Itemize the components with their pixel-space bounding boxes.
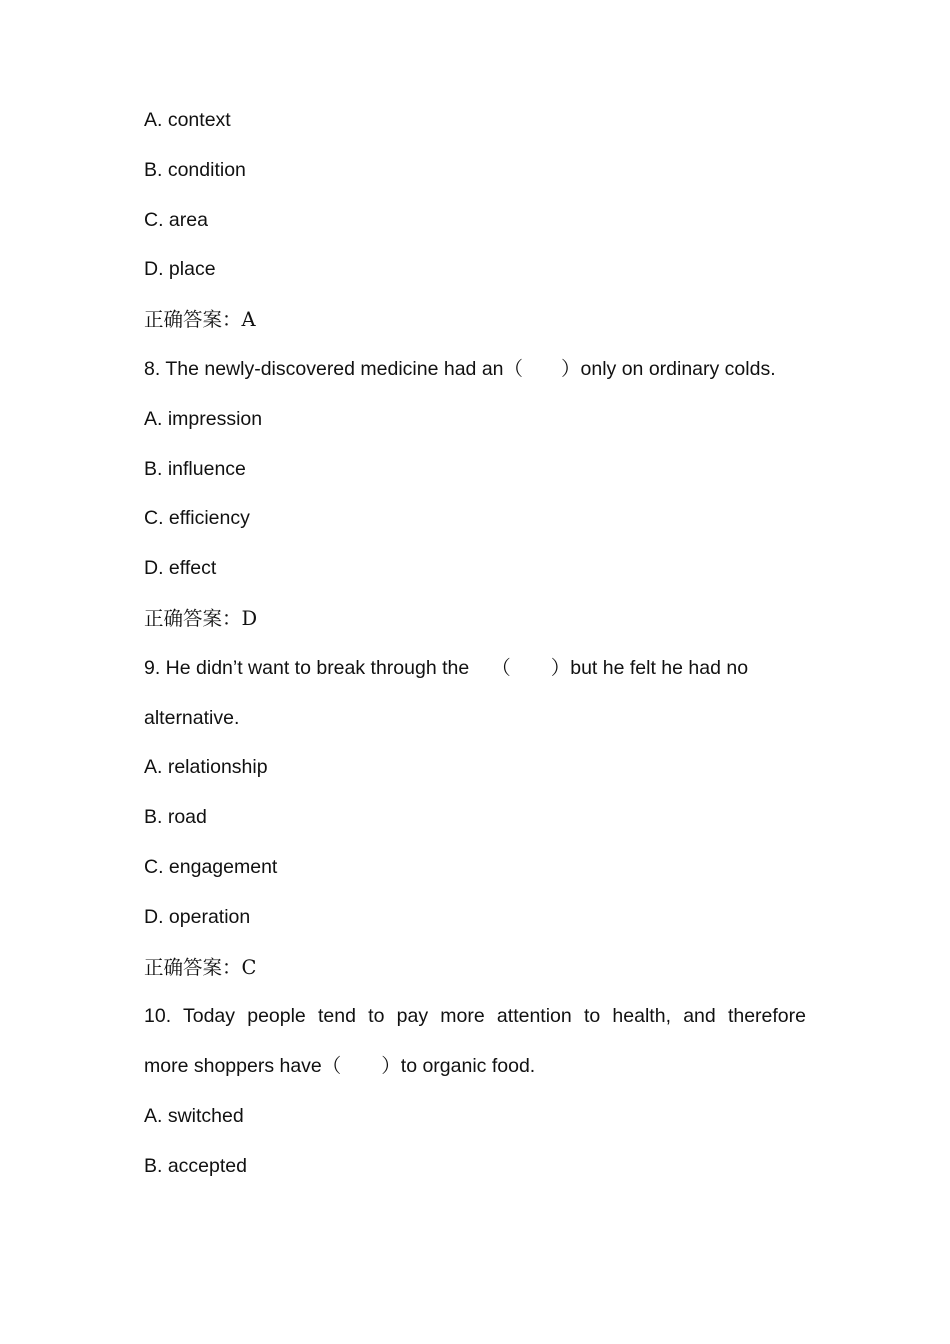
q7-option-d: D. place (144, 258, 216, 281)
q7-option-b: B. condition (144, 158, 246, 181)
q8-stem-after: ）only on ordinary colds. (561, 357, 776, 380)
q10-stem-before: more shoppers have（ (144, 1055, 342, 1078)
q8-stem (144, 345, 806, 395)
q8-correct-answer: 正确答案：D (144, 606, 258, 630)
q10-option-a: A. switched (144, 1104, 244, 1127)
q8-option-d: D. effect (144, 557, 217, 580)
q10-stem-after: ）to organic food. (381, 1055, 536, 1078)
q10-stem-line1: 10. Today people tend to pay more attention to health, and therefore (144, 1005, 806, 1028)
q9-stem-after: ）but he felt he had no (550, 656, 749, 679)
question-list (144, 96, 806, 1192)
q7-option-c: C. area (144, 208, 208, 231)
q7-correct-answer: 正确答案：A (144, 308, 256, 332)
q8-option-c: C. efficiency (144, 507, 250, 530)
q9-option-b: B. road (144, 806, 207, 829)
q9-option-a: A. relationship (144, 756, 268, 779)
q9-stem-line2: alternative. (144, 706, 240, 729)
q8-stem-before: 8. The newly-discovered medicine had an（ (144, 357, 524, 380)
q7-option-a: A. context (144, 109, 231, 131)
q9-correct-answer: 正确答案：C (144, 955, 257, 979)
q8-option-b: B. influence (144, 457, 246, 480)
q9-stem-open: （ (491, 656, 511, 679)
q8-option-a: A. impression (144, 407, 263, 430)
q9-stem-before: 9. He didn’t want to break through the (144, 656, 470, 679)
q10-stem-line2 (144, 1042, 806, 1092)
q9-option-d: D. operation (144, 905, 251, 928)
q10-option-b: B. accepted (144, 1154, 247, 1177)
q9-stem-line1 (144, 644, 806, 694)
q9-option-c: C. engagement (144, 855, 278, 878)
